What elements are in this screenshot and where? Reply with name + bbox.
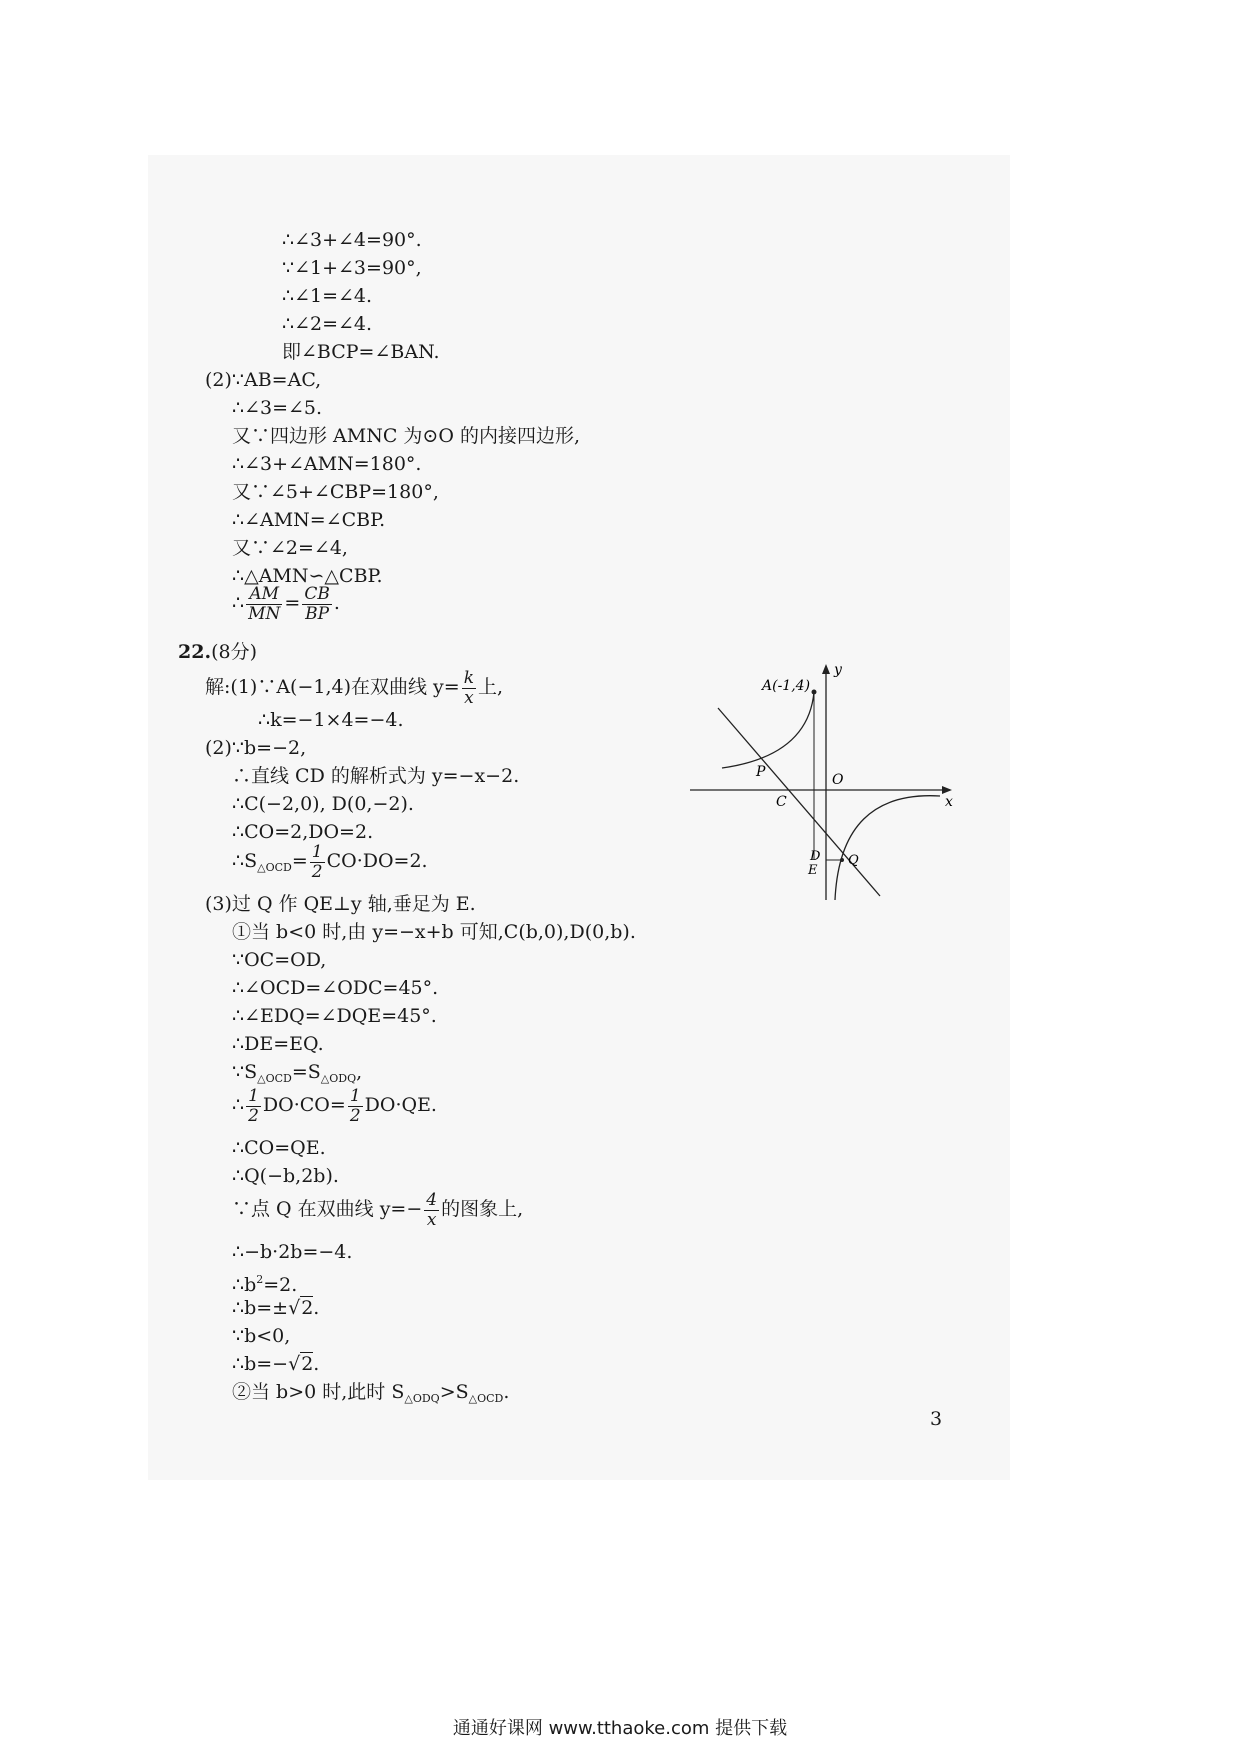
solution-line: ∴∠EDQ=∠DQE=45°.: [232, 1005, 437, 1027]
proof-line: ∵∠1+∠3=90°,: [282, 257, 422, 279]
proof-line-fraction: ∴ $\frac{AM}{MN}$ = $\frac{CB}{BP}$ .: [232, 583, 340, 624]
solution-line: ∴CO=2,DO=2.: [232, 821, 374, 843]
solution-line: ∴C(−2,0), D(0,−2).: [232, 793, 414, 815]
solution-line: ∴b=−√2.: [232, 1353, 320, 1375]
label-p: P: [756, 764, 766, 780]
question-heading: 22.(8分): [178, 641, 257, 663]
solution-line: (2)∵b=−2,: [205, 737, 307, 759]
label-c: C: [776, 794, 787, 810]
proof-line: ∴∠2=∠4.: [282, 313, 373, 335]
proof-line: 即∠BCP=∠BAN.: [282, 341, 440, 363]
solution-line: (3)过 Q 作 QE⊥y 轴,垂足为 E.: [205, 893, 476, 915]
label-o: O: [832, 772, 844, 788]
y-axis-arrow: [822, 664, 830, 674]
fraction: $\frac{k}{x}$: [463, 667, 475, 708]
proof-line: ∴∠3=∠5.: [232, 397, 323, 419]
fraction: $\frac{1}{2}$: [349, 1085, 361, 1126]
proof-line: ∴∠3+∠4=90°.: [282, 229, 422, 251]
solution-line: ∴k=−1×4=−4.: [258, 709, 404, 731]
solution-line: ∴CO=QE.: [232, 1137, 326, 1159]
label-q: Q: [848, 853, 859, 868]
solution-line: ∵b<0,: [232, 1325, 291, 1347]
label-a: A(-1,4): [762, 678, 811, 694]
solution-line: ∴DE=EQ.: [232, 1033, 324, 1055]
fraction: $\frac{1}{2}$: [311, 841, 323, 882]
solution-line: $\therefore S_{\triangle OCD}=$ $\frac{1}{2}$ CO·DO=2.: [232, 841, 428, 882]
label-x: x: [945, 794, 953, 810]
proof-line: ∴△AMN∽△CBP.: [232, 565, 383, 587]
page-number: 3: [930, 1408, 943, 1430]
solution-line: ∴直线 CD 的解析式为 y=−x−2.: [232, 765, 520, 787]
proof-line: ∴∠AMN=∠CBP.: [232, 509, 386, 531]
x-axis-arrow: [942, 786, 952, 794]
solution-line: $\therefore b^2=2$.: [232, 1273, 298, 1296]
solution-line: ∴b=±√2.: [232, 1297, 320, 1319]
hyperbola-upper-left: [722, 692, 814, 768]
solution-line: ②当 b>0 时,此时 $S_{\triangle ODQ}>S_{\triangle OCD}$.: [232, 1381, 510, 1405]
footer-text: 通通好课网 www.tthaoke.com 提供下载: [452, 1718, 788, 1739]
solution-line: $\because S_{\triangle OCD}=S_{\triangle ODQ}$,: [232, 1061, 363, 1085]
label-y: y: [834, 662, 842, 678]
label-e: E: [808, 863, 818, 878]
proof-line: 又∵∠2=∠4,: [232, 537, 348, 559]
solution-line: ∴∠OCD=∠ODC=45°.: [232, 977, 439, 999]
solution-line: ∴ $\frac{1}{2}$ DO·CO= $\frac{1}{2}$ DO·QE.: [232, 1085, 437, 1126]
solution-line: ∵点 Q 在双曲线 y=− $\frac{4}{x}$ 的图象上,: [232, 1189, 524, 1230]
solution-line: 解:(1)∵A(−1,4)在双曲线 y= $\frac{k}{x}$ 上,: [205, 667, 504, 708]
hyperbola-lower-right: [835, 796, 940, 900]
fraction: $\frac{1}{2}$: [248, 1085, 259, 1126]
proof-line: 又∵四边形 AMNC 为⊙O 的内接四边形,: [232, 425, 580, 447]
proof-line: 又∵∠5+∠CBP=180°,: [232, 481, 439, 503]
fraction: $\frac{4}{x}$: [426, 1189, 438, 1230]
solution-line: ∵OC=OD,: [232, 949, 327, 971]
coordinate-graph: [690, 660, 970, 910]
fraction: $\frac{AM}{MN}$: [248, 583, 281, 624]
fraction: $\frac{CB}{BP}$: [304, 583, 330, 624]
proof-line: ∴∠1=∠4.: [282, 285, 373, 307]
solution-line: ∴Q(−b,2b).: [232, 1165, 339, 1187]
proof-line: ∴∠3+∠AMN=180°.: [232, 453, 422, 475]
label-d: D: [810, 849, 821, 864]
proof-line: (2)∵AB=AC,: [205, 369, 322, 391]
solution-line: ①当 b<0 时,由 y=−x+b 可知,C(b,0),D(0,b).: [232, 921, 636, 943]
solution-line: ∴−b·2b=−4.: [232, 1241, 353, 1263]
